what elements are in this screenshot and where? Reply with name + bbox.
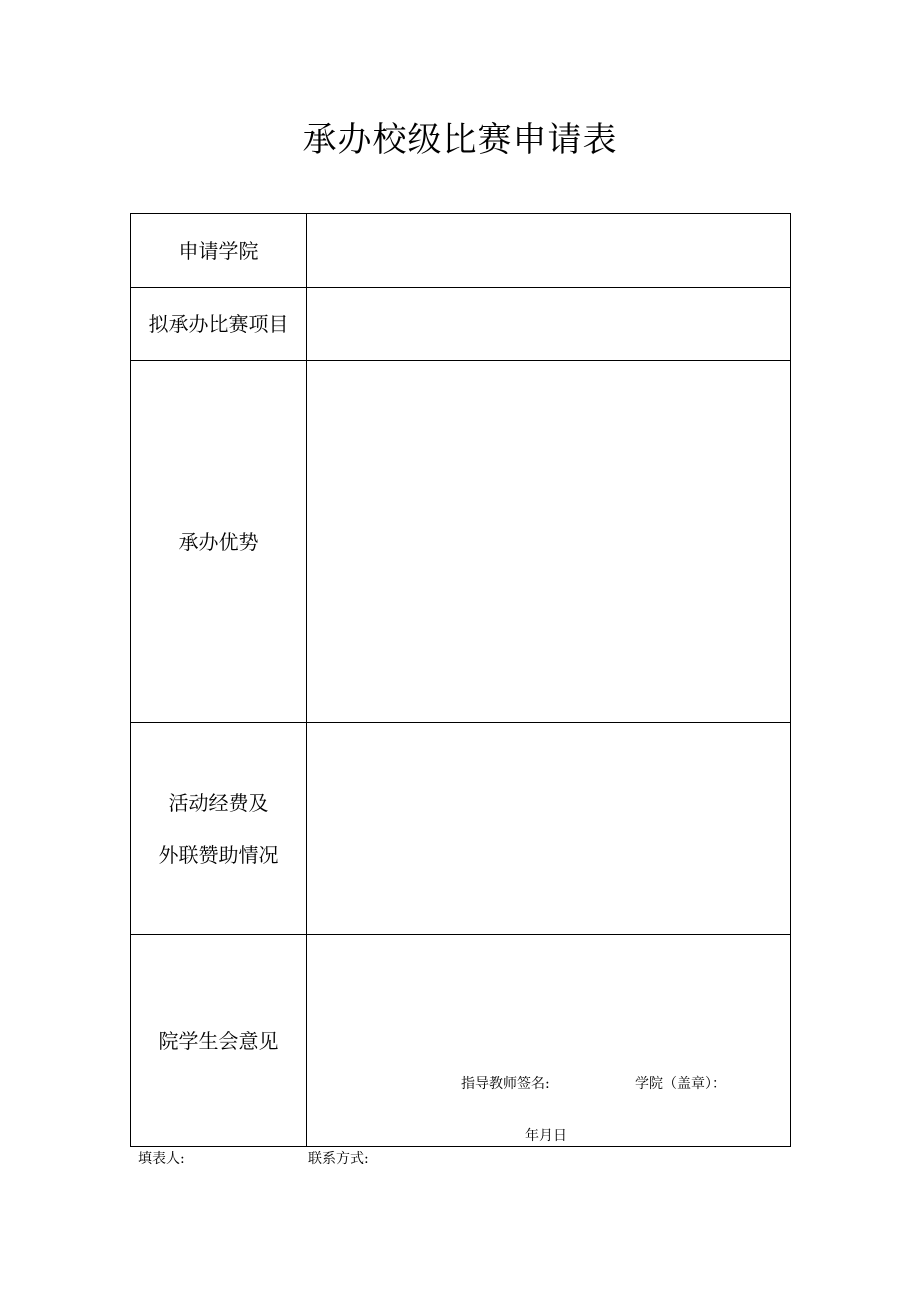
college-stamp-label: 学院（盖章）： (635, 1076, 726, 1092)
label-funding-sponsorship (131, 723, 307, 934)
label-funding-sponsorship-line1: 活动经费及 (168, 790, 269, 815)
field-funding-sponsorship[interactable] (307, 723, 790, 934)
label-hosting-advantages (131, 361, 307, 722)
row-hosting-advantages (131, 361, 790, 723)
label-student-union-opinion-text: 院学生会意见 (158, 1028, 279, 1053)
label-competition-project (131, 288, 307, 360)
label-applying-college (131, 214, 307, 287)
field-hosting-advantages[interactable] (307, 361, 790, 722)
application-form-table (130, 213, 791, 1147)
label-funding-sponsorship-line2: 外联赞助情况 (158, 842, 279, 867)
field-student-union-opinion[interactable] (307, 935, 790, 1146)
field-applying-college[interactable] (307, 214, 790, 287)
row-competition-project (131, 288, 790, 361)
label-hosting-advantages-text: 承办优势 (178, 529, 259, 554)
row-applying-college (131, 214, 790, 288)
teacher-signature-label: 指导教师签名: (461, 1076, 550, 1092)
label-applying-college-text: 申请学院 (178, 238, 259, 263)
form-title: 承办校级比赛申请表 (302, 120, 618, 160)
field-competition-project[interactable] (307, 288, 790, 360)
row-student-union-opinion (131, 935, 790, 1146)
row-funding-sponsorship (131, 723, 790, 935)
date-label: 年月日 (525, 1128, 567, 1144)
label-competition-project-text: 拟承办比赛项目 (148, 312, 289, 336)
contact-label: 联系方式: (308, 1151, 369, 1167)
label-student-union-opinion (131, 935, 307, 1146)
filler-label: 填表人: (138, 1151, 185, 1167)
